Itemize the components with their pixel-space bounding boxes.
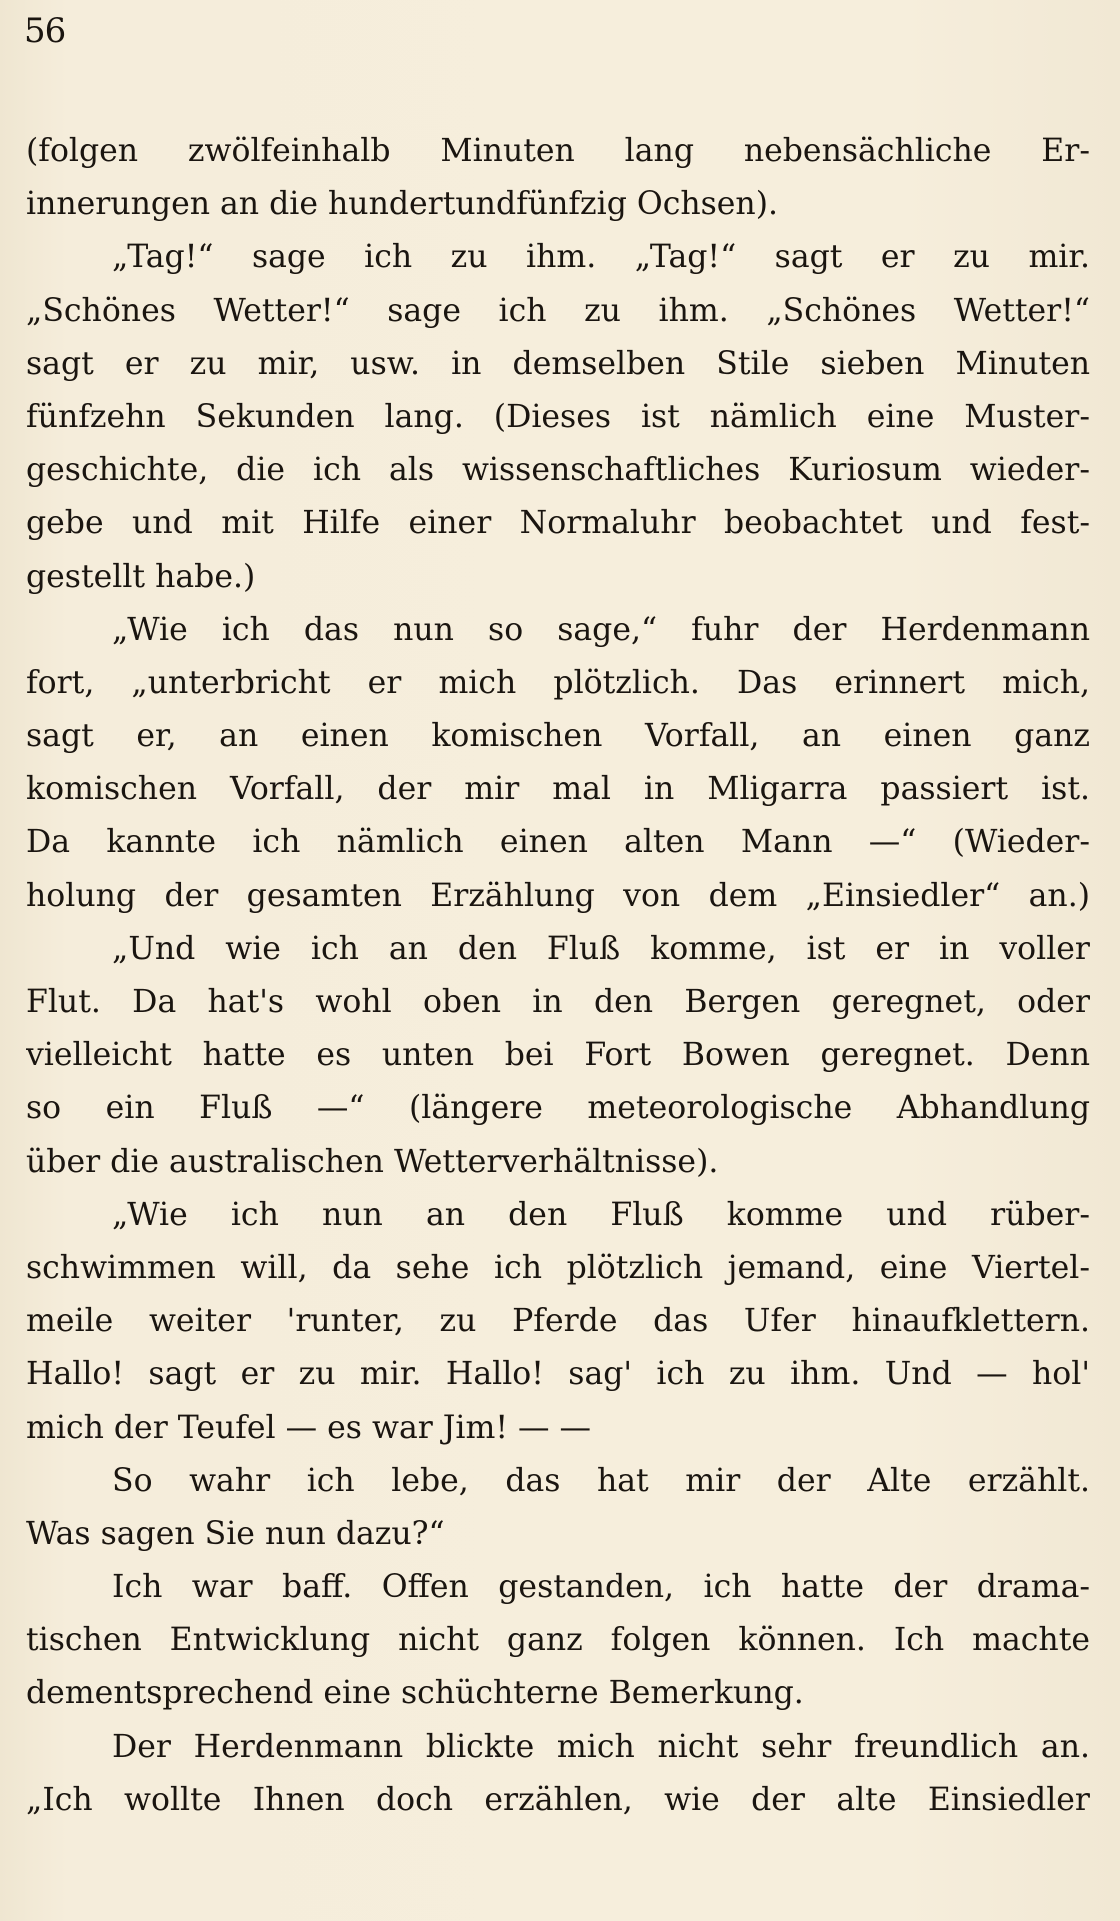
text-line: komischen Vorfall, der mir mal in Mligarra passiert ist. (26, 771, 1090, 808)
text-line: So wahr ich lebe, das hat mir der Alte erzählt. (112, 1462, 1090, 1499)
text-line: „Tag!“ sage ich zu ihm. „Tag!“ sagt er zu mir. (112, 239, 1090, 276)
text-line: holung der gesamten Erzählung von dem „Einsiedler“ an.) (26, 877, 1090, 914)
text-line: über die australischen Wetterverhältnisse). (26, 1143, 719, 1180)
text-line: dementsprechend eine schüchterne Bemerkung. (26, 1675, 804, 1712)
text-line: gebe und mit Hilfe einer Normaluhr beobachtet und fest- (26, 505, 1090, 542)
text-line: fort, „unterbricht er mich plötzlich. Das erinnert mich, (26, 664, 1090, 701)
text-line: „Ich wollte Ihnen doch erzählen, wie der alte Einsiedler (26, 1781, 1090, 1818)
text-line: „Und wie ich an den Fluß komme, ist er in voller (112, 930, 1090, 967)
text-line: sagt er, an einen komischen Vorfall, an einen ganz (26, 718, 1090, 755)
text-line: innerungen an die hundertundfünfzig Ochsen). (26, 186, 779, 223)
text-line: vielleicht hatte es unten bei Fort Bowen geregnet. Denn (26, 1037, 1090, 1074)
text-line: meile weiter 'runter, zu Pferde das Ufer hinaufklettern. (26, 1303, 1090, 1340)
text-line: Hallo! sagt er zu mir. Hallo! sag' ich zu ihm. Und — hol' (26, 1356, 1090, 1393)
text-line: Der Herdenmann blickte mich nicht sehr freundlich an. (112, 1728, 1090, 1765)
text-line: „Schönes Wetter!“ sage ich zu ihm. „Schönes Wetter!“ (26, 292, 1090, 329)
text-line: sagt er zu mir, usw. in demselben Stile sieben Minuten (26, 345, 1090, 382)
text-line: schwimmen will, da sehe ich plötzlich jemand, eine Viertel- (26, 1249, 1090, 1286)
text-line: tischen Entwicklung nicht ganz folgen können. Ich machte (26, 1622, 1090, 1659)
text-line: Flut. Da hat's wohl oben in den Bergen geregnet, oder (26, 984, 1090, 1020)
text-line: geschichte, die ich als wissenschaftliches Kuriosum wieder- (26, 452, 1090, 489)
text-line: Ich war baff. Offen gestanden, ich hatte der drama- (112, 1569, 1090, 1606)
text-line: Was sagen Sie nun dazu?“ (26, 1515, 445, 1552)
body-text (26, 125, 1090, 1827)
text-line: (folgen zwölfeinhalb Minuten lang nebensächliche Er- (26, 133, 1090, 169)
text-line: so ein Fluß —“ (längere meteorologische Abhandlung (26, 1090, 1090, 1127)
text-line: „Wie ich das nun so sage,“ fuhr der Herdenmann (112, 611, 1090, 648)
text-line: „Wie ich nun an den Fluß komme und rüber- (112, 1196, 1090, 1233)
text-line: gestellt habe.) (26, 558, 256, 595)
text-line: mich der Teufel — es war Jim! — — (26, 1409, 592, 1446)
text-line: fünfzehn Sekunden lang. (Dieses ist nämlich eine Muster- (26, 398, 1090, 435)
page-number: 56 (24, 11, 66, 51)
text-line: Da kannte ich nämlich einen alten Mann —“ (Wieder- (26, 824, 1090, 861)
